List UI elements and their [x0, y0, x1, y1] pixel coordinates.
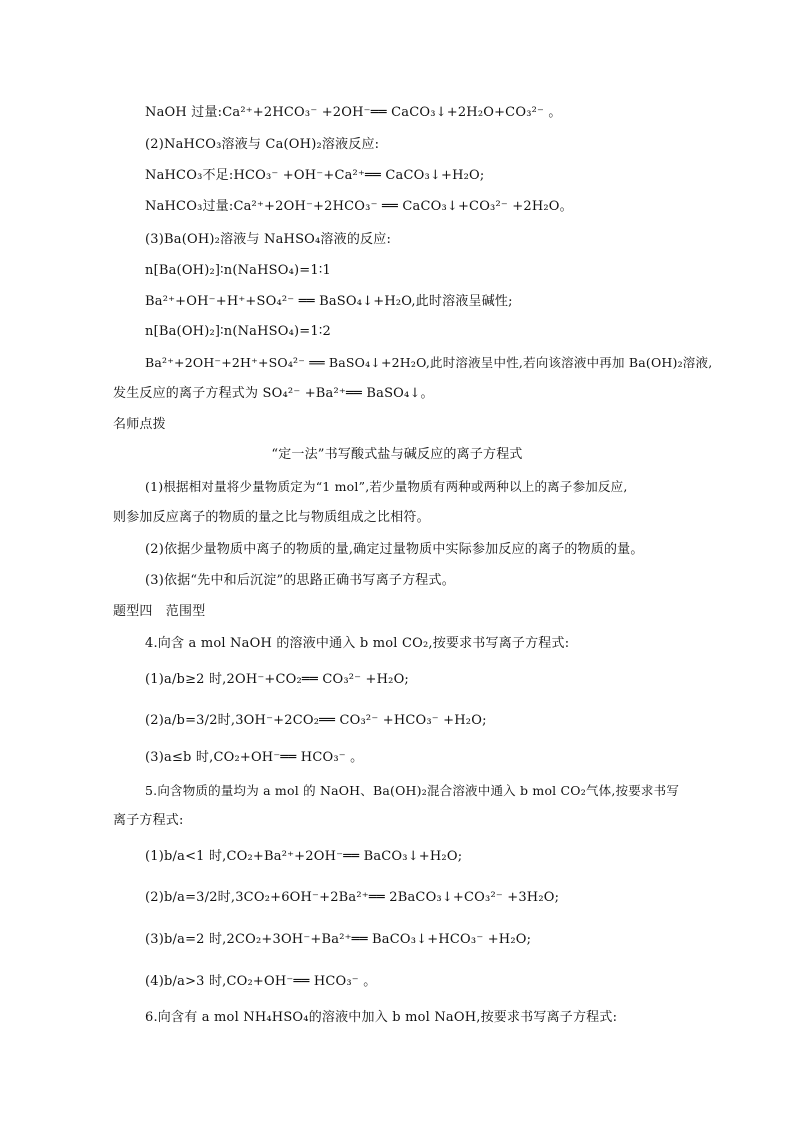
text-line-question-6: 6.向含有 a mol NH₄HSO₄的溶液中加入 b mol NaOH,按要求书写离子方程式: [145, 1010, 618, 1025]
section-label-teacher-tips: 名师点拨 [113, 417, 166, 432]
text-line-tip-2: (2)依据少量物质中离子的物质的量,确定过量物质中实际参加反应的离子的物质的量。 [145, 542, 644, 557]
text-line-q4-1: (1)a/b≥2 时,2OH⁻+CO₂══ CO₃²⁻ +H₂O; [145, 672, 410, 687]
text-line-q4-2: (2)a/b=3/2时,3OH⁻+2CO₂══ CO₃²⁻ +HCO₃⁻ +H₂O; [145, 713, 487, 728]
text-line-naoh-excess: NaOH 过量:Ca²⁺+2HCO₃⁻ +2OH⁻══ CaCO₃↓+2H₂O+CO₃²⁻ 。 [145, 105, 562, 120]
text-line-baoh2-nahso4-heading: (3)Ba(OH)₂溶液与 NaHSO₄溶液的反应: [145, 232, 392, 247]
text-line-tip-1b: 则参加反应离子的物质的量之比与物质组成之比相符。 [113, 510, 430, 525]
text-line-q5-3: (3)b/a=2 时,2CO₂+3OH⁻+Ba²⁺══ BaCO₃↓+HCO₃⁻ +H₂O; [145, 932, 532, 947]
text-line-ratio-1-2: n[Ba(OH)₂]∶n(NaHSO₄)=1∶2 [145, 324, 331, 339]
text-line-equation-neutral: Ba²⁺+2OH⁻+2H⁺+SO₄²⁻ ══ BaSO₄↓+2H₂O,此时溶液呈中性,若向该溶液中再加 Ba(OH)₂溶液, [145, 355, 713, 370]
text-line-q5-1: (1)b/a<1 时,CO₂+Ba²⁺+2OH⁻══ BaCO₃↓+H₂O; [145, 849, 463, 864]
text-line-tip-1a: (1)根据相对量将少量物质定为“1 mol”,若少量物质有两种或两种以上的离子参加反应, [145, 479, 628, 494]
text-line-question-5b: 离子方程式: [113, 813, 184, 828]
text-line-q5-2: (2)b/a=3/2时,3CO₂+6OH⁻+2Ba²⁺══ 2BaCO₃↓+CO₃²⁻ +3H₂O; [145, 890, 560, 905]
text-line-follow-up-equation: 发生反应的离子方程式为 SO₄²⁻ +Ba²⁺══ BaSO₄↓。 [113, 386, 434, 401]
text-line-ratio-1-1: n[Ba(OH)₂]∶n(NaHSO₄)=1∶1 [145, 263, 331, 278]
text-line-question-4: 4.向含 a mol NaOH 的溶液中通入 b mol CO₂,按要求书写离子方程式: [145, 636, 570, 651]
section-heading-type-four: 题型四 范围型 [113, 604, 206, 619]
text-line-nahco3-excess: NaHCO₃过量:Ca²⁺+2OH⁻+2HCO₃⁻ ══ CaCO₃↓+CO₃²⁻ +2H₂O。 [145, 199, 573, 214]
text-line-nahco3-caoh2-heading: (2)NaHCO₃溶液与 Ca(OH)₂溶液反应: [145, 137, 380, 152]
text-line-q4-3: (3)a≤b 时,CO₂+OH⁻══ HCO₃⁻ 。 [145, 750, 364, 765]
text-line-equation-basic: Ba²⁺+OH⁻+H⁺+SO₄²⁻ ══ BaSO₄↓+H₂O,此时溶液呈碱性; [145, 294, 513, 309]
text-line-question-5a: 5.向含物质的量均为 a mol 的 NaOH、Ba(OH)₂混合溶液中通入 b mol CO₂气体,按要求书写 [145, 783, 680, 798]
section-title-fix-one-method: “定一法”书写酸式盐与碱反应的离子方程式 [271, 447, 523, 462]
text-line-tip-3: (3)依据“先中和后沉淀”的思路正确书写离子方程式。 [145, 573, 455, 588]
text-line-q5-4: (4)b/a>3 时,CO₂+OH⁻══ HCO₃⁻ 。 [145, 974, 377, 989]
text-line-nahco3-insufficient: NaHCO₃不足:HCO₃⁻ +OH⁻+Ca²⁺══ CaCO₃↓+H₂O; [145, 168, 485, 183]
